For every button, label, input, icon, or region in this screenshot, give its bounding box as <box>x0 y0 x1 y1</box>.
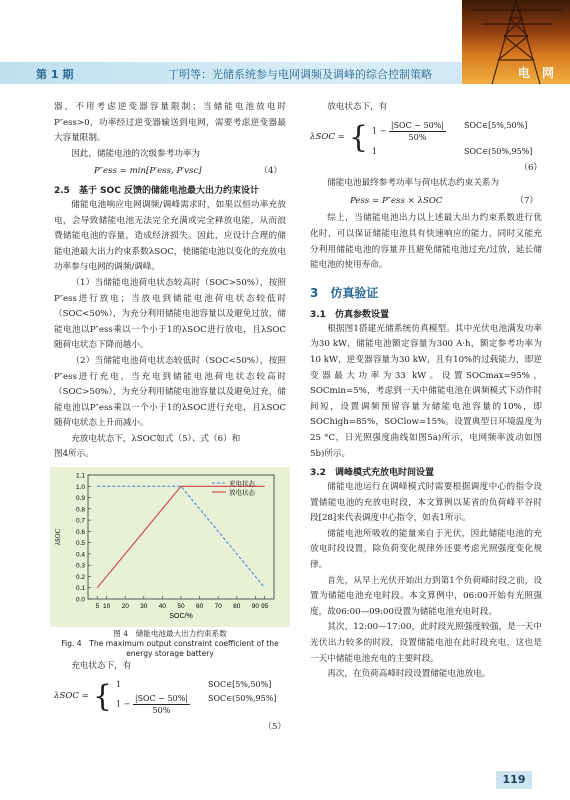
y-tick-label: 1.0 <box>75 483 85 491</box>
y-tick-label: 0.0 <box>75 596 85 604</box>
y-axis-label: λSOC <box>54 528 62 546</box>
equation-number: （6） <box>519 162 542 173</box>
x-tick-label: 80 <box>233 603 241 611</box>
case-condition: SOC∈(50%,95%] <box>208 693 277 703</box>
x-tick-label: 70 <box>214 603 222 611</box>
equation-7 <box>310 194 542 210</box>
paragraph: 充放电状态下，λSOC如式（5）、式（6）和 <box>71 433 241 444</box>
caption-en: energy storage battery <box>126 649 214 659</box>
paragraph: （1）当储能电池荷电状态较高时（SOC>50%），按照P″ess进行放电；当放电到储能电池荷电状态较低时（SOC<50%），为充分利用储能电池容量以及避免过放，储能电池以P″ess乘以一个小于1的λSOC进行放电，且λSOC随荷电状态下降而越小。 <box>54 277 286 351</box>
paragraph: 储能电池所吸收的能量来自于光伏，因此储能电池的充放电时段设置，除负荷变化规律外还要考虑光照强度变化规律。 <box>310 528 542 571</box>
y-tick-label: 0.1 <box>75 585 85 593</box>
caption-cn: 图 4 储能电池最大出力约束系数 <box>113 629 227 639</box>
x-tick-label: 40 <box>158 603 167 611</box>
brace: { <box>92 679 112 715</box>
x-tick-label: 90 <box>251 603 260 611</box>
case-value <box>116 693 190 716</box>
equation-5 <box>54 679 286 716</box>
equation-lhs: λSOC = <box>54 691 89 702</box>
equation-body: Pess = P″ess × λSOC <box>350 195 443 206</box>
paragraph: 因此，储能电池的次级参考功率为 <box>71 148 201 159</box>
fraction-num: |SOC − 50%| <box>134 693 188 703</box>
y-tick-label: 0.8 <box>75 506 85 514</box>
equation-4 <box>54 164 286 180</box>
x-tick-label: 95 <box>261 603 269 611</box>
legend-label: 放电状态 <box>229 488 255 497</box>
brace: { <box>348 120 368 156</box>
equation-6 <box>310 120 542 157</box>
case-value <box>372 120 446 143</box>
journal-name: 电 网 <box>517 66 558 80</box>
case-prefix: 1 − <box>115 699 131 709</box>
paragraph: 放电状态下，有 <box>327 102 388 112</box>
paragraph: 再次，在负荷高峰时段设置储能电池放电。 <box>327 669 491 680</box>
equation-number: （7） <box>515 195 538 206</box>
case-condition: SOC∈(50%,95%] <box>464 146 533 156</box>
left-column <box>54 100 286 735</box>
chapter-heading: 3 仿真验证 <box>310 285 379 300</box>
section-heading: 2.5 基于 SOC 反馈的储能电池最大出力约束设计 <box>54 185 259 196</box>
paragraph: 充电状态下，有 <box>71 661 132 672</box>
legend-label: 充电状态 <box>229 479 255 488</box>
paragraph: 储能电池运行在调峰模式时需要根据调度中心的指令设置储能电池的充放电时段，本文算例以某省的负荷峰平谷时段[28]来代表调度中心指令，如表1所示。 <box>310 482 542 524</box>
equation-body: P″ess = min[P′ess, P′vsc] <box>94 166 202 177</box>
equation-number: （4） <box>259 166 282 177</box>
fraction-den: 50% <box>408 132 427 142</box>
paragraph: 储能电池最终参考功率与荷电状态约束关系为 <box>327 178 500 189</box>
y-tick-label: 0.6 <box>75 528 85 536</box>
figure-caption <box>54 629 286 659</box>
y-tick-label: 1.1 <box>75 472 85 480</box>
case-value: 1 <box>371 146 378 156</box>
x-axis-label: SOC/% <box>169 613 193 621</box>
figure-4 <box>50 467 290 627</box>
paragraph: 根据图1搭建光储系统仿真模型。其中光伏电池满发功率为30 kW，储能电池额定容量为300 A·h，额定参考功率为10 kW，逆变器容量为30 kW，且有10%的过载能力，即逆变器最大功率为33 kW。设置SOCmax=95%，SOCmin=5%，考虑到一天中储能电池在调频模式下动作时间短，设置调频预留容量为储能电池容量的10%，即SOChigh=85%，SOClow=15%。设置典型日环境温度为25 °C，日光照强度曲线如图5a)所示，电网频率波动如图5b)所示。 <box>310 323 542 459</box>
x-tick-label: 50 <box>177 603 185 611</box>
section-heading: 3.1 仿真参数设置 <box>310 309 389 320</box>
page-number: 119 <box>496 771 532 789</box>
y-tick-label: 0.3 <box>75 562 85 570</box>
running-title: 丁明等：光储系统参与电网调频及调峰的综合控制策略 <box>168 68 432 81</box>
right-column <box>310 100 542 683</box>
y-tick-label: 0.4 <box>75 551 85 559</box>
paragraph: 首先，从早上光伏开始出力到第1个负荷峰时段之前，设置为储能电池充电时段。本文算例中，06:00开始有光照强度，故06:00—09:00设置为储能电池充电时段。 <box>310 575 542 617</box>
case-condition: SOC∈[5%,50%] <box>464 120 528 130</box>
x-tick-label: 10 <box>102 603 111 611</box>
y-tick-label: 0.9 <box>75 495 85 503</box>
case-value: 1 <box>115 679 122 689</box>
fraction-den: 50% <box>152 705 171 715</box>
case-prefix: 1 − <box>371 126 387 136</box>
x-tick-label: 20 <box>121 603 129 611</box>
caption-en: Fig. 4 The maximum output constraint coefficient of the <box>61 639 279 649</box>
x-tick-label: 30 <box>140 603 148 611</box>
x-tick-label: 60 <box>195 603 204 611</box>
paragraph: （2）当储能电池荷电状态较低时（SOC<50%），按照P″ess进行充电，当充电到储能电池荷电状态较高时（SOC>50%），为充分利用储能电池容量以及避免过充，储能电池以P″ess乘以一个小于1的λSOC进行充电，且λSOC随荷电状态上升而减小。 <box>54 355 286 429</box>
paragraph: 其次，12:00—17:00，此时段光照强度较强，是一天中光伏出力较多的时段，设置储能电池在此时段充电，这也是一天中储能电池充电的主要时段。 <box>310 622 542 664</box>
issue-number: 第 1 期 <box>36 68 74 81</box>
equation-number: （5） <box>263 721 286 732</box>
x-tick-label: 5 <box>95 603 100 611</box>
case-condition: SOC∈[5%,50%] <box>208 679 272 689</box>
paragraph: 图4所示。 <box>54 449 94 460</box>
y-tick-label: 0.7 <box>75 517 85 525</box>
y-tick-label: 0.2 <box>75 574 85 582</box>
paragraph: 储能电池响应电网调频/调峰需求时，如果以恒功率充放电，会导致储能电池无法完全充满或完全释放电能，从而浪费储能电池的容量，造成经济损失。因此，应设计合理的储能电池最大出力约束系数λSOC，使储能电池以变化的充放电功率参与电网的调频/调峰。 <box>54 199 286 273</box>
equation-lhs: λSOC = <box>310 132 345 143</box>
paragraph: 综上，当储能电池出力以上述最大出力约束系数进行优化时，可以保证储能电池具有快速响应的能力，同时又能充分利用储能电池的容量并且避免储能电池过充/过放，延长储能电池的使用寿命。 <box>310 213 542 271</box>
fraction-num: |SOC − 50%| <box>390 120 444 130</box>
section-heading: 3.2 调峰模式充放电时间设置 <box>310 468 434 479</box>
paragraph: 器，不用考虑逆变器容量限制；当储能电池放电时P″ess>0，功率经过逆变器输送到电网，需要考虑逆变器最大容量限制。 <box>54 102 286 144</box>
constraint-chart <box>50 467 290 627</box>
y-tick-label: 0.5 <box>75 540 85 548</box>
